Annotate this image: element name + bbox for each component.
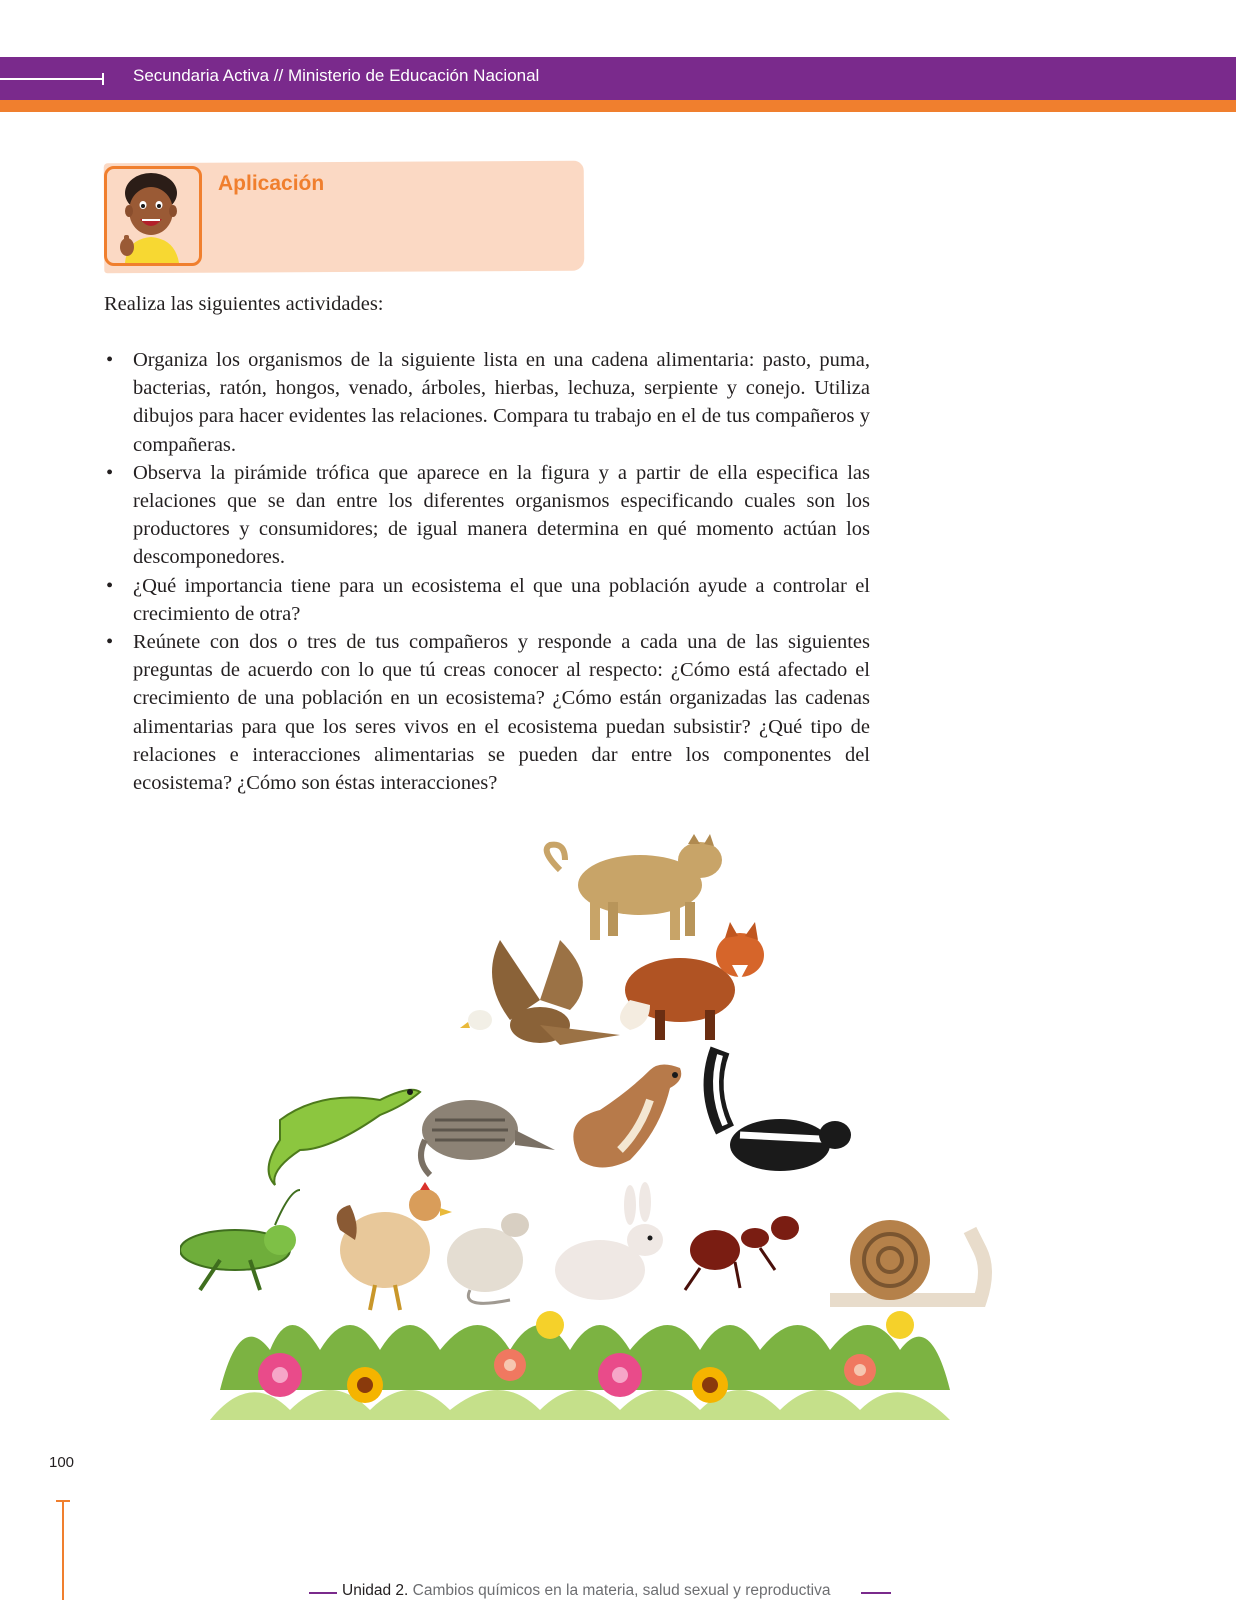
mouse-icon: [447, 1213, 529, 1303]
ant-icon: [685, 1216, 799, 1290]
list-item: [104, 459, 870, 572]
eagle-icon: [460, 940, 620, 1045]
footer: [342, 1582, 831, 1600]
list-item-text: ¿Qué importancia tiene para un ecosistema el que una población ayude a controlar el crecimiento de otra?: [133, 574, 870, 625]
bullet-icon: •: [106, 461, 114, 484]
activity-list: [104, 346, 870, 797]
weasel-icon: [573, 1064, 681, 1167]
footer-rule-left: [309, 1592, 337, 1594]
hen-icon: [337, 1182, 452, 1310]
margin-rule: [62, 1500, 64, 1600]
bullet-icon: •: [106, 349, 114, 371]
list-item: [104, 346, 870, 459]
footer-unit-title: Cambios químicos en la materia, salud sexual y reproductiva: [408, 1582, 831, 1599]
header-rule-tick: [102, 73, 104, 85]
skunk-icon: [714, 1050, 851, 1171]
list-item-text: Organiza los organismos de la siguiente lista en una cadena alimentaria: pasto, puma, bacterias, ratón, hongos, venado, árboles, hierbas, lechuza, serpiente y conejo. Utiliza dibujos para hacer evidentes las relaciones. Compara tu trabajo en el de tus compañeros y compañeras.: [133, 349, 870, 456]
list-item-text: Reúnete con dos o tres de tus compañeros y responde a cada una de las siguientes preguntas de acuerdo con lo que tú creas conocer al respecto: ¿Cómo está afectado el crecimiento de una población en un ecosistema? ¿Cómo están organizadas las cadenas alimentarias para que los seres vivos en el ecosistema puedan subsistir? ¿Qué tipo de relaciones e interacciones alimentarias se pueden dar entre los componentes del ecosistema? ¿Cómo son éstas interacciones?: [133, 631, 870, 795]
header-rule: [0, 78, 102, 80]
header-accent-stripe: [0, 100, 1236, 112]
plants-icon: [210, 1311, 950, 1420]
list-item-text: Observa la pirámide trófica que aparece en la figura y a partir de ella especifica las relaciones que se dan entre los diferentes organismos especificando cuales son los productores y consumidores; de igual manera determina en qué momento actúan los descomponedores.: [133, 461, 870, 569]
list-item: [104, 572, 870, 628]
section-title: Aplicación: [218, 172, 325, 195]
fox-icon: [620, 922, 764, 1040]
lizard-icon: [269, 1089, 420, 1185]
snail-icon: [830, 1220, 985, 1300]
rabbit-icon: [555, 1182, 663, 1300]
trophic-pyramid-illustration: [180, 830, 1020, 1460]
footer-rule-right: [861, 1592, 891, 1594]
puma-icon: [547, 834, 722, 940]
bullet-icon: •: [106, 631, 114, 654]
bullet-icon: •: [106, 574, 114, 597]
armadillo-icon: [421, 1100, 555, 1175]
page-number: 100: [49, 1454, 75, 1471]
intro-text: Realiza las siguientes actividades:: [104, 293, 384, 315]
grasshopper-icon: [180, 1190, 300, 1290]
list-item: [104, 628, 870, 797]
student-avatar-icon: [104, 166, 202, 266]
footer-unit-label: Unidad 2.: [342, 1582, 409, 1599]
header-title: Secundaria Activa // Ministerio de Educación Nacional: [133, 66, 540, 85]
